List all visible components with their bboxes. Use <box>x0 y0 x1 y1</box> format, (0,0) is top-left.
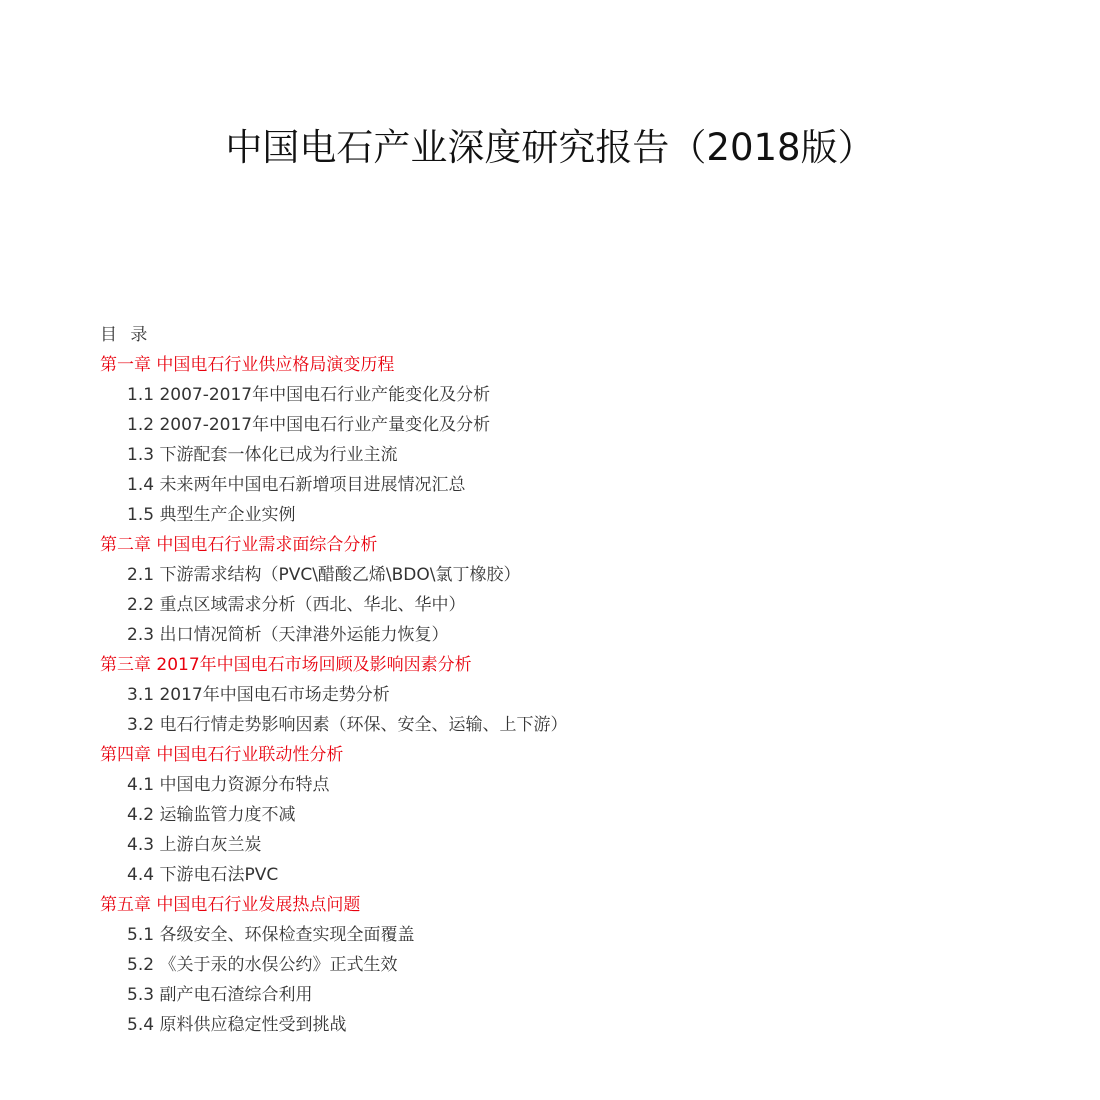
toc-section-4-3[interactable]: 4.3 上游白灰兰炭 <box>127 835 262 855</box>
toc-section-2-1[interactable]: 2.1 下游需求结构（PVC\醋酸乙烯\BDO\氯丁橡胶） <box>127 565 521 585</box>
toc-chapter-5[interactable]: 第五章 中国电石行业发展热点问题 <box>100 895 361 915</box>
toc-section-4-2[interactable]: 4.2 运输监管力度不减 <box>127 805 296 825</box>
toc-section-1-1[interactable]: 1.1 2007-2017年中国电石行业产能变化及分析 <box>127 385 491 405</box>
toc-chapter-3[interactable]: 第三章 2017年中国电石市场回顾及影响因素分析 <box>100 655 472 675</box>
toc-section-1-4[interactable]: 1.4 未来两年中国电石新增项目进展情况汇总 <box>127 475 466 495</box>
document-title: 中国电石产业深度研究报告（2018版） <box>225 126 875 169</box>
toc-section-5-3[interactable]: 5.3 副产电石渣综合利用 <box>127 985 313 1005</box>
toc-chapter-1[interactable]: 第一章 中国电石行业供应格局演变历程 <box>100 355 395 375</box>
toc-section-1-2[interactable]: 1.2 2007-2017年中国电石行业产量变化及分析 <box>127 415 491 435</box>
toc-heading: 目 录 <box>100 325 152 345</box>
toc-section-2-2[interactable]: 2.2 重点区域需求分析（西北、华北、华中） <box>127 595 466 615</box>
toc-section-5-2[interactable]: 5.2 《关于汞的水俣公约》正式生效 <box>127 955 398 975</box>
toc-section-1-3[interactable]: 1.3 下游配套一体化已成为行业主流 <box>127 445 398 465</box>
toc-section-5-4[interactable]: 5.4 原料供应稳定性受到挑战 <box>127 1015 347 1035</box>
toc-section-2-3[interactable]: 2.3 出口情况简析（天津港外运能力恢复） <box>127 625 449 645</box>
table-of-contents <box>0 350 1100 1040</box>
toc-section-3-1[interactable]: 3.1 2017年中国电石市场走势分析 <box>127 685 390 705</box>
toc-chapter-4[interactable]: 第四章 中国电石行业联动性分析 <box>100 745 344 765</box>
toc-section-4-4[interactable]: 4.4 下游电石法PVC <box>127 865 279 885</box>
toc-chapter-2[interactable]: 第二章 中国电石行业需求面综合分析 <box>100 535 378 555</box>
toc-section-4-1[interactable]: 4.1 中国电力资源分布特点 <box>127 775 330 795</box>
toc-section-3-2[interactable]: 3.2 电石行情走势影响因素（环保、安全、运输、上下游） <box>127 715 568 735</box>
toc-section-5-1[interactable]: 5.1 各级安全、环保检查实现全面覆盖 <box>127 925 415 945</box>
toc-section-1-5[interactable]: 1.5 典型生产企业实例 <box>127 505 296 525</box>
